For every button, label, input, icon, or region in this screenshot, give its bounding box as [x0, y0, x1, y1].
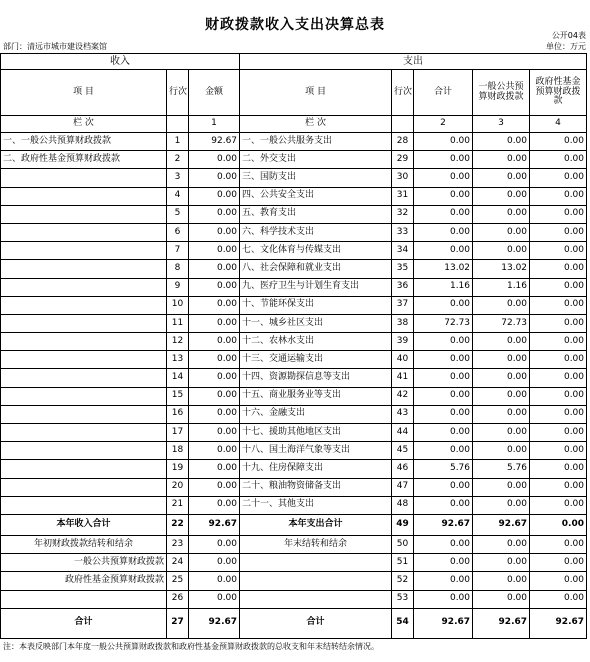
expense-total: 0.00 [414, 369, 473, 387]
table-row [1, 133, 587, 151]
expense-row-no: 40 [392, 351, 414, 369]
expense-gov-fund: 0.00 [530, 151, 587, 169]
income-index-1: 1 [189, 116, 240, 133]
index-row [1, 116, 587, 133]
carryover-income-item: 年初财政拨款结转和结余 [1, 535, 167, 553]
grand-total-row [1, 608, 587, 638]
carryover-expense-row-no: 50 [392, 535, 414, 553]
income-item: 二、政府性基金预算财政拨款 [1, 151, 167, 169]
income-row-no: 15 [167, 387, 189, 405]
expense-general-budget: 0.00 [473, 133, 530, 151]
income-amount-header: 金额 [189, 70, 240, 116]
income-amount: 0.00 [189, 351, 240, 369]
income-amount: 0.00 [189, 187, 240, 205]
carryover-income-amount: 0.00 [189, 590, 240, 608]
income-item [1, 296, 167, 314]
carryover-expense-general-budget: 0.00 [473, 554, 530, 572]
income-item [1, 442, 167, 460]
expense-general-budget: 0.00 [473, 296, 530, 314]
expense-row-no: 34 [392, 242, 414, 260]
expense-gov-fund: 0.00 [530, 278, 587, 296]
expense-item: 二、外交支出 [240, 151, 392, 169]
department-label: 部门：清远市城市建设档案馆 [3, 42, 107, 51]
expense-row-no: 43 [392, 405, 414, 423]
income-row-no: 13 [167, 351, 189, 369]
expense-general-budget: 0.00 [473, 424, 530, 442]
income-row-no: 4 [167, 187, 189, 205]
section-header-row [1, 54, 587, 70]
expense-gov-fund: 0.00 [530, 242, 587, 260]
expense-general-budget: 13.02 [473, 260, 530, 278]
income-row-no: 17 [167, 424, 189, 442]
expense-item: 一、一般公共服务支出 [240, 133, 392, 151]
expense-row-no: 41 [392, 369, 414, 387]
expense-row-no: 36 [392, 278, 414, 296]
carryover-row [1, 590, 587, 608]
income-amount: 0.00 [189, 169, 240, 187]
expense-general-budget: 0.00 [473, 223, 530, 241]
expense-gov-fund: 0.00 [530, 387, 587, 405]
footnote: 注：本表反映部门本年度一般公共预算财政拨款和政府性基金预算财政拨款的总收支和年末结转结余情况。 [3, 642, 379, 651]
expense-general-budget: 0.00 [473, 351, 530, 369]
expense-general-budget: 1.16 [473, 278, 530, 296]
expense-general-budget: 0.00 [473, 242, 530, 260]
expense-gov-fund: 0.00 [530, 169, 587, 187]
expense-gov-fund: 0.00 [530, 260, 587, 278]
income-amount: 0.00 [189, 369, 240, 387]
income-row-no: 8 [167, 260, 189, 278]
income-item-header: 项 目 [1, 70, 167, 116]
table-row [1, 424, 587, 442]
expense-general-budget: 0.00 [473, 442, 530, 460]
expense-gov-fund: 0.00 [530, 460, 587, 478]
carryover-expense-total: 0.00 [414, 572, 473, 590]
table-row [1, 387, 587, 405]
income-amount: 0.00 [189, 314, 240, 332]
income-item [1, 460, 167, 478]
expense-total: 13.02 [414, 260, 473, 278]
carryover-row [1, 554, 587, 572]
expense-general-budget: 0.00 [473, 387, 530, 405]
expense-total: 0.00 [414, 242, 473, 260]
year-total-row [1, 514, 587, 535]
expense-item: 五、教育支出 [240, 205, 392, 223]
expense-index-label: 栏 次 [240, 116, 392, 133]
carryover-income-item [1, 590, 167, 608]
carryover-expense-row-no: 53 [392, 590, 414, 608]
expense-gov-fund: 0.00 [530, 333, 587, 351]
year-expense-label: 本年支出合计 [240, 514, 392, 535]
expense-gov-fund: 0.00 [530, 296, 587, 314]
expense-row-no: 29 [392, 151, 414, 169]
expense-gov-fund: 0.00 [530, 496, 587, 514]
expense-item: 十六、金融支出 [240, 405, 392, 423]
expense-row-no: 45 [392, 442, 414, 460]
income-index-blank [167, 116, 189, 133]
report-title: 财政拨款收入支出决算总表 [205, 17, 385, 33]
expense-row-no: 38 [392, 314, 414, 332]
expense-total: 0.00 [414, 187, 473, 205]
expense-total: 0.00 [414, 405, 473, 423]
income-item [1, 314, 167, 332]
expense-general-budget: 0.00 [473, 333, 530, 351]
carryover-expense-row-no: 52 [392, 572, 414, 590]
expense-row-no: 44 [392, 424, 414, 442]
table-row [1, 187, 587, 205]
expense-gov-fund: 0.00 [530, 187, 587, 205]
table-row [1, 478, 587, 496]
income-item [1, 169, 167, 187]
income-rowno-header: 行次 [167, 70, 189, 116]
expense-item: 三、国防支出 [240, 169, 392, 187]
expense-item: 十九、住房保障支出 [240, 460, 392, 478]
carryover-expense-item [240, 572, 392, 590]
expense-total: 0.00 [414, 387, 473, 405]
expense-total: 0.00 [414, 169, 473, 187]
income-row-no: 21 [167, 496, 189, 514]
carryover-income-amount: 0.00 [189, 572, 240, 590]
expense-gov-fund: 0.00 [530, 405, 587, 423]
expense-item: 二十一、其他支出 [240, 496, 392, 514]
grand-income-amount: 92.67 [189, 608, 240, 638]
expense-total: 1.16 [414, 278, 473, 296]
carryover-income-item: 政府性基金预算财政拨款 [1, 572, 167, 590]
column-header-row [1, 70, 587, 116]
grand-expense-gov-fund: 92.67 [530, 608, 587, 638]
year-expense-total: 92.67 [414, 514, 473, 535]
carryover-expense-total: 0.00 [414, 590, 473, 608]
expense-index-4: 4 [530, 116, 587, 133]
income-row-no: 10 [167, 296, 189, 314]
income-row-no: 2 [167, 151, 189, 169]
expense-total: 0.00 [414, 442, 473, 460]
expense-total: 0.00 [414, 351, 473, 369]
income-amount: 0.00 [189, 405, 240, 423]
income-item [1, 260, 167, 278]
expense-section-header: 支出 [240, 54, 587, 70]
expense-index-blank [392, 116, 414, 133]
income-amount: 0.00 [189, 478, 240, 496]
grand-expense-total: 92.67 [414, 608, 473, 638]
income-item [1, 478, 167, 496]
table-row [1, 205, 587, 223]
expense-gov-fund: 0.00 [530, 223, 587, 241]
grand-expense-row-no: 54 [392, 608, 414, 638]
expense-total: 0.00 [414, 296, 473, 314]
income-amount: 0.00 [189, 223, 240, 241]
income-amount: 0.00 [189, 242, 240, 260]
year-expense-gov-fund: 0.00 [530, 514, 587, 535]
expense-gov-fund: 0.00 [530, 351, 587, 369]
income-item [1, 187, 167, 205]
carryover-income-row-no: 26 [167, 590, 189, 608]
carryover-expense-gov-fund: 0.00 [530, 572, 587, 590]
expense-item: 十五、商业服务业等支出 [240, 387, 392, 405]
income-index-label: 栏 次 [1, 116, 167, 133]
expense-gov-fund: 0.00 [530, 478, 587, 496]
income-row-no: 1 [167, 133, 189, 151]
income-row-no: 11 [167, 314, 189, 332]
carryover-income-item: 一般公共预算财政拨款 [1, 554, 167, 572]
income-item: 一、一般公共预算财政拨款 [1, 133, 167, 151]
income-amount: 0.00 [189, 496, 240, 514]
income-row-no: 5 [167, 205, 189, 223]
expense-row-no: 42 [392, 387, 414, 405]
expense-row-no: 35 [392, 260, 414, 278]
expense-row-no: 39 [392, 333, 414, 351]
year-expense-row-no: 49 [392, 514, 414, 535]
general-budget-header: 一般公共预算财政拨款 [473, 70, 530, 116]
income-amount: 0.00 [189, 460, 240, 478]
income-amount: 0.00 [189, 424, 240, 442]
table-row [1, 369, 587, 387]
carryover-expense-general-budget: 0.00 [473, 535, 530, 553]
year-expense-general-budget: 92.67 [473, 514, 530, 535]
expense-general-budget: 0.00 [473, 405, 530, 423]
expense-general-budget: 0.00 [473, 205, 530, 223]
expense-gov-fund: 0.00 [530, 369, 587, 387]
expense-gov-fund: 0.00 [530, 133, 587, 151]
carryover-expense-total: 0.00 [414, 535, 473, 553]
income-amount: 0.00 [189, 205, 240, 223]
income-item [1, 405, 167, 423]
expense-total: 72.73 [414, 314, 473, 332]
expense-row-no: 37 [392, 296, 414, 314]
income-amount: 0.00 [189, 333, 240, 351]
form-number: 公开04表 [551, 31, 586, 40]
income-row-no: 20 [167, 478, 189, 496]
expense-row-no: 31 [392, 187, 414, 205]
income-row-no: 14 [167, 369, 189, 387]
table-row [1, 496, 587, 514]
income-amount: 0.00 [189, 278, 240, 296]
year-income-amount: 92.67 [189, 514, 240, 535]
carryover-expense-item [240, 590, 392, 608]
expense-item: 二十、粮油物资储备支出 [240, 478, 392, 496]
table-row [1, 223, 587, 241]
income-item [1, 387, 167, 405]
expense-total: 0.00 [414, 133, 473, 151]
expense-item: 十四、资源勘探信息等支出 [240, 369, 392, 387]
grand-income-row-no: 27 [167, 608, 189, 638]
carryover-expense-item: 年末结转和结余 [240, 535, 392, 553]
income-row-no: 18 [167, 442, 189, 460]
income-row-no: 16 [167, 405, 189, 423]
carryover-expense-gov-fund: 0.00 [530, 554, 587, 572]
income-row-no: 7 [167, 242, 189, 260]
table-row [1, 442, 587, 460]
income-amount: 92.67 [189, 133, 240, 151]
income-item [1, 351, 167, 369]
expense-row-no: 32 [392, 205, 414, 223]
carryover-expense-gov-fund: 0.00 [530, 535, 587, 553]
income-item [1, 496, 167, 514]
year-income-label: 本年收入合计 [1, 514, 167, 535]
income-amount: 0.00 [189, 387, 240, 405]
expense-gov-fund: 0.00 [530, 424, 587, 442]
carryover-expense-item [240, 554, 392, 572]
expense-general-budget: 0.00 [473, 478, 530, 496]
income-amount: 0.00 [189, 442, 240, 460]
income-row-no: 6 [167, 223, 189, 241]
table-row [1, 405, 587, 423]
expense-general-budget: 5.76 [473, 460, 530, 478]
income-section-header: 收入 [1, 54, 240, 70]
expense-row-no: 46 [392, 460, 414, 478]
expense-item: 十七、援助其他地区支出 [240, 424, 392, 442]
carryover-expense-general-budget: 0.00 [473, 572, 530, 590]
budget-table [0, 53, 587, 639]
income-row-no: 3 [167, 169, 189, 187]
carryover-expense-general-budget: 0.00 [473, 590, 530, 608]
expense-general-budget: 0.00 [473, 496, 530, 514]
table-row [1, 333, 587, 351]
income-row-no: 9 [167, 278, 189, 296]
carryover-income-amount: 0.00 [189, 554, 240, 572]
table-row [1, 278, 587, 296]
expense-rowno-header: 行次 [392, 70, 414, 116]
expense-general-budget: 0.00 [473, 151, 530, 169]
carryover-income-row-no: 25 [167, 572, 189, 590]
income-row-no: 19 [167, 460, 189, 478]
expense-item: 十一、城乡社区支出 [240, 314, 392, 332]
expense-item: 四、公共安全支出 [240, 187, 392, 205]
carryover-row [1, 572, 587, 590]
expense-item: 六、科学技术支出 [240, 223, 392, 241]
table-row [1, 351, 587, 369]
unit-label: 单位：万元 [546, 42, 586, 51]
expense-gov-fund: 0.00 [530, 442, 587, 460]
carryover-expense-total: 0.00 [414, 554, 473, 572]
expense-row-no: 30 [392, 169, 414, 187]
expense-total: 0.00 [414, 151, 473, 169]
carryover-expense-row-no: 51 [392, 554, 414, 572]
carryover-row [1, 535, 587, 553]
income-item [1, 333, 167, 351]
grand-income-label: 合计 [1, 608, 167, 638]
expense-item: 十三、交通运输支出 [240, 351, 392, 369]
expense-row-no: 33 [392, 223, 414, 241]
income-amount: 0.00 [189, 260, 240, 278]
table-row [1, 260, 587, 278]
income-amount: 0.00 [189, 151, 240, 169]
income-item [1, 223, 167, 241]
expense-item: 十、节能环保支出 [240, 296, 392, 314]
expense-index-3: 3 [473, 116, 530, 133]
gov-fund-header: 政府性基金预算财政拨款 [530, 70, 587, 116]
expense-index-2: 2 [414, 116, 473, 133]
expense-total: 0.00 [414, 496, 473, 514]
expense-gov-fund: 0.00 [530, 314, 587, 332]
table-row [1, 242, 587, 260]
expense-total: 5.76 [414, 460, 473, 478]
expense-general-budget: 0.00 [473, 369, 530, 387]
expense-row-no: 47 [392, 478, 414, 496]
expense-total: 0.00 [414, 223, 473, 241]
expense-item: 九、医疗卫生与计划生育支出 [240, 278, 392, 296]
income-item [1, 205, 167, 223]
income-item [1, 424, 167, 442]
year-income-row-no: 22 [167, 514, 189, 535]
expense-item: 十二、农林水支出 [240, 333, 392, 351]
carryover-income-amount: 0.00 [189, 535, 240, 553]
carryover-income-row-no: 24 [167, 554, 189, 572]
expense-gov-fund: 0.00 [530, 205, 587, 223]
table-row [1, 296, 587, 314]
expense-general-budget: 0.00 [473, 187, 530, 205]
income-amount: 0.00 [189, 296, 240, 314]
income-row-no: 12 [167, 333, 189, 351]
grand-expense-general-budget: 92.67 [473, 608, 530, 638]
carryover-income-row-no: 23 [167, 535, 189, 553]
expense-total-header: 合计 [414, 70, 473, 116]
expense-item: 十八、国土海洋气象等支出 [240, 442, 392, 460]
expense-item: 八、社会保障和就业支出 [240, 260, 392, 278]
expense-total: 0.00 [414, 205, 473, 223]
carryover-expense-gov-fund: 0.00 [530, 590, 587, 608]
expense-item-header: 项 目 [240, 70, 392, 116]
income-item [1, 242, 167, 260]
table-row [1, 151, 587, 169]
table-row [1, 460, 587, 478]
expense-row-no: 28 [392, 133, 414, 151]
expense-general-budget: 72.73 [473, 314, 530, 332]
expense-general-budget: 0.00 [473, 169, 530, 187]
expense-item: 七、文化体育与传媒支出 [240, 242, 392, 260]
expense-total: 0.00 [414, 333, 473, 351]
income-item [1, 369, 167, 387]
table-row [1, 314, 587, 332]
grand-expense-label: 合计 [240, 608, 392, 638]
table-row [1, 169, 587, 187]
expense-row-no: 48 [392, 496, 414, 514]
expense-total: 0.00 [414, 478, 473, 496]
income-item [1, 278, 167, 296]
expense-total: 0.00 [414, 424, 473, 442]
